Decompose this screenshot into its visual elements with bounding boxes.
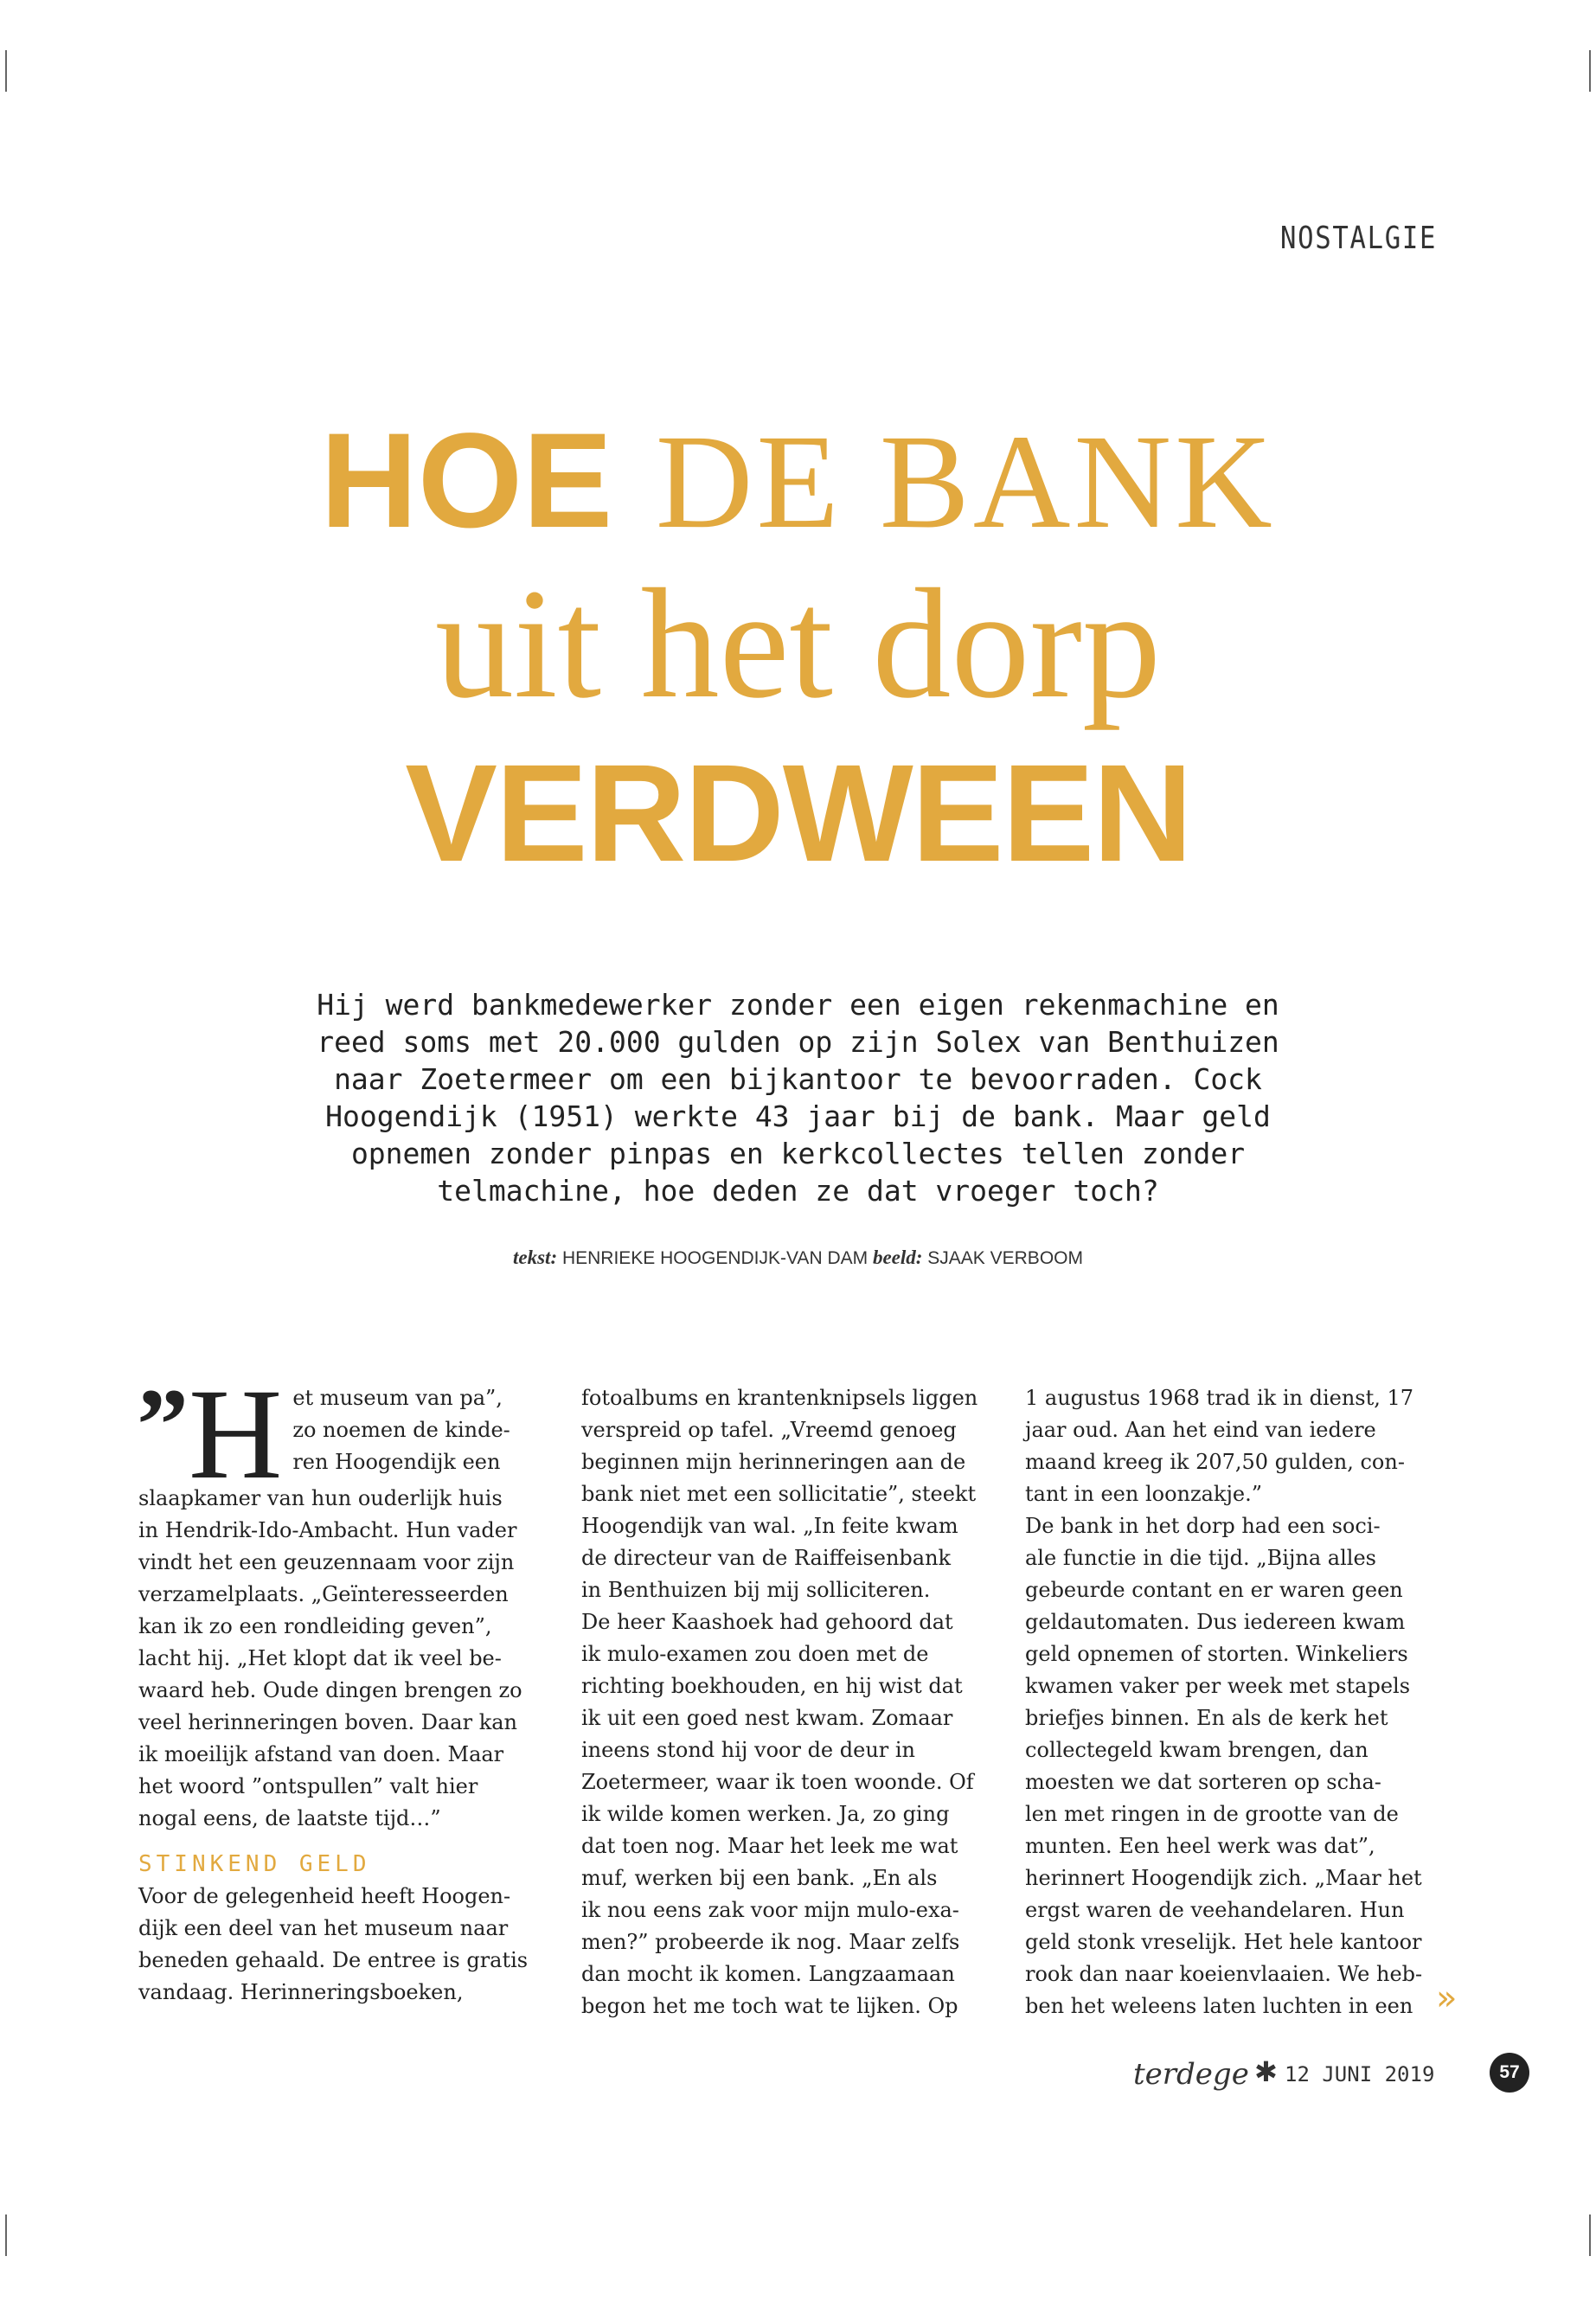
text-line: verzamelplaats. „Geïnteresseerden (138, 1582, 509, 1606)
text-line: ren Hoogendijk een (292, 1450, 501, 1474)
text-line: De heer Kaashoek had gehoord dat (581, 1610, 953, 1634)
text-line: waard heb. Oude dingen brengen zo (138, 1678, 522, 1702)
text-line: Hoogendijk van wal. „In feite kwam (581, 1514, 958, 1538)
continue-arrow-icon: » (1436, 1978, 1458, 2018)
crop-mark-top-left (5, 50, 7, 92)
intro-line: naar Zoetermeer om een bijkantoor te bevoorraden. Cock (334, 1062, 1262, 1096)
text-line: ale functie in die tijd. „Bijna alles (1025, 1546, 1376, 1570)
text-line: geldautomaten. Dus iedereen kwam (1025, 1610, 1406, 1634)
headline-line-2: uit het dorp (434, 557, 1162, 731)
text-line: veel herinneringen boven. Daar kan (138, 1710, 518, 1734)
text-line: nogal eens, de laatste tijd…” (138, 1806, 441, 1830)
text-line: dan mocht ik komen. Langzaamaan (581, 1962, 955, 1986)
text-line: kan ik zo een rondleiding geven”, (138, 1614, 492, 1638)
drop-cap-quote: ” (137, 1367, 189, 1482)
text-line: dijk een deel van het museum naar (138, 1916, 509, 1940)
text-line: vindt het een geuzennaam voor zijn (138, 1550, 515, 1574)
drop-cap-letter: H (189, 1362, 283, 1506)
intro-line: reed soms met 20.000 gulden op zijn Solex van Benthuizen (317, 1025, 1279, 1059)
text-line: begon het me toch wat te lijken. Op (581, 1994, 958, 2018)
text-line: muf, werken bij een bank. „En als (581, 1866, 938, 1890)
crop-mark-bottom-left (5, 2214, 7, 2256)
text-line: jaar oud. Aan het eind van iedere (1025, 1418, 1376, 1442)
text-line: len met ringen in de grootte van de (1025, 1802, 1399, 1826)
text-line: 1 augustus 1968 trad ik in dienst, 17 (1025, 1386, 1414, 1410)
article-column-2 (581, 1382, 992, 2022)
text-line: moesten we dat sorteren op scha- (1025, 1770, 1381, 1794)
text-line: rook dan naar koeienvlaaien. We heb- (1025, 1962, 1423, 1986)
credits-image-label: beeld: (872, 1247, 923, 1268)
text-line: in Benthuizen bij mij solliciteren. (581, 1578, 931, 1602)
credits-line (0, 1247, 1596, 1269)
text-line: Voor de gelegenheid heeft Hoogen- (138, 1884, 511, 1908)
headline-word-de-bank: DE BANK (655, 407, 1276, 556)
text-line: vandaag. Herinneringsboeken, (138, 1980, 464, 2004)
intro-line: opnemen zonder pinpas en kerkcollectes tellen zonder (350, 1137, 1246, 1170)
text-line: briefjes binnen. En als de kerk het (1025, 1706, 1388, 1730)
intro-paragraph (199, 986, 1397, 1209)
text-line: tant in een loonzakje.” (1025, 1482, 1263, 1506)
drop-cap (137, 1362, 283, 1506)
text-line: fotoalbums en krantenknipsels liggen (581, 1386, 978, 1410)
article-column-3 (1025, 1382, 1436, 2022)
page-number: 57 (1490, 2053, 1529, 2093)
intro-line: Hoogendijk (1951) werkte 43 jaar bij de bank. Maar geld (325, 1099, 1271, 1133)
crop-mark-top-right (1589, 50, 1591, 92)
text-line: ik nou eens zak voor mijn mulo-exa- (581, 1898, 959, 1922)
text-line: De bank in het dorp had een soci- (1025, 1514, 1381, 1538)
text-line: bank niet met een sollicitatie”, steekt (581, 1482, 977, 1506)
text-line: het woord ”ontspullen” valt hier (138, 1774, 478, 1798)
text-line: beginnen mijn herinneringen aan de (581, 1450, 966, 1474)
text-line: richting boekhouden, en hij wist dat (581, 1674, 963, 1698)
text-line: herinnert Hoogendijk zich. „Maar het (1025, 1866, 1422, 1890)
crop-mark-bottom-right (1589, 2214, 1591, 2256)
text-line: ik mulo-examen zou doen met de (581, 1642, 929, 1666)
asterisk-icon: ✱ (1254, 2055, 1278, 2088)
text-line: maand kreeg ik 207,50 gulden, con- (1025, 1450, 1405, 1474)
headline-line-1 (0, 407, 1596, 555)
intro-line: telmachine, hoe deden ze dat vroeger toch? (437, 1174, 1159, 1208)
text-line: slaapkamer van hun ouderlijk huis (138, 1486, 503, 1510)
text-line: verspreid op tafel. „Vreemd genoeg (581, 1418, 957, 1442)
section-label: NOSTALGIE (1280, 221, 1438, 256)
credits-text-name: HENRIEKE HOOGENDIJK-VAN DAM (561, 1248, 869, 1268)
article-column-1 (137, 1362, 549, 2009)
text-line: in Hendrik-Ido-Ambacht. Hun vader (138, 1518, 517, 1542)
text-line: ik wilde komen werken. Ja, zo ging (581, 1802, 950, 1826)
text-line: beneden gehaald. De entree is gratis (138, 1948, 529, 1972)
page-footer (1133, 2057, 1462, 2100)
text-line: ineens stond hij voor de deur in (581, 1738, 916, 1762)
subheading: STINKEND GELD (138, 1851, 371, 1877)
issue-date: 12 JUNI 2019 (1285, 2062, 1435, 2086)
headline-word-hoe: HOE (320, 406, 613, 556)
text-line: geld opnemen of storten. Winkeliers (1025, 1642, 1408, 1666)
text-line: lacht hij. „Het klopt dat ik veel be- (138, 1646, 502, 1670)
intro-line: Hij werd bankmedewerker zonder een eigen rekenmachine en (317, 988, 1279, 1022)
text-line: zo noemen de kinde- (292, 1418, 510, 1442)
text-line: et museum van pa”, (292, 1386, 503, 1410)
magazine-brand: terdege (1133, 2057, 1249, 2092)
credits-text-label: tekst: (513, 1247, 558, 1268)
text-line: munten. Een heel werk was dat”, (1025, 1834, 1375, 1858)
text-line: dat toen nog. Maar het leek me wat (581, 1834, 958, 1858)
text-line: Zoetermeer, waar ik toen woonde. Of (581, 1770, 974, 1794)
text-line: ben het weleens laten luchten in een (1025, 1994, 1413, 2018)
text-line: geld stonk vreselijk. Het hele kantoor (1025, 1930, 1422, 1954)
text-line: de directeur van de Raiffeisenbank (581, 1546, 952, 1570)
text-line: men?” probeerde ik nog. Maar zelfs (581, 1930, 960, 1954)
headline-line-3: VERDWEEN (405, 735, 1191, 890)
text-line: collectegeld kwam brengen, dan (1025, 1738, 1368, 1762)
text-line: ik moeilijk afstand van doen. Maar (138, 1742, 504, 1766)
text-line: kwamen vaker per week met stapels (1025, 1674, 1411, 1698)
text-line: gebeurde contant en er waren geen (1025, 1578, 1403, 1602)
text-line: ik uit een goed nest kwam. Zomaar (581, 1706, 953, 1730)
credits-image-name: SJAAK VERBOOM (927, 1248, 1083, 1268)
text-line: ergst waren de veehandelaren. Hun (1025, 1898, 1405, 1922)
